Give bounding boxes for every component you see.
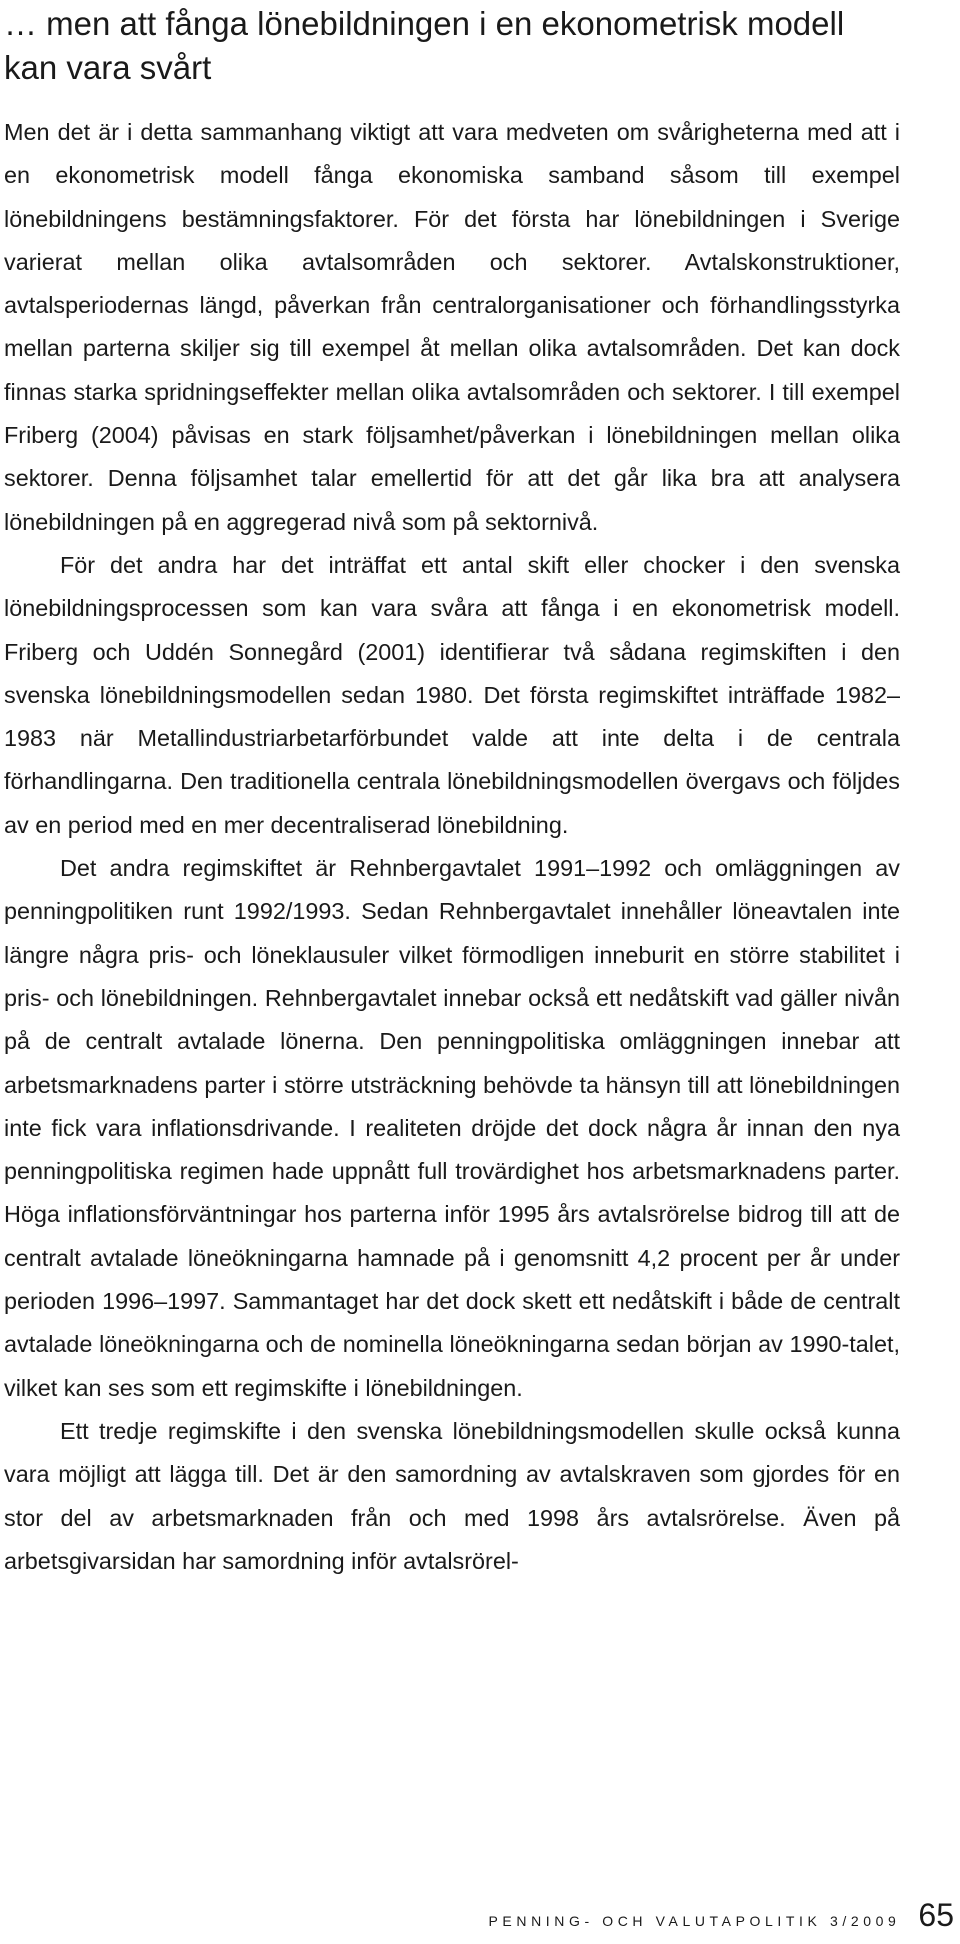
paragraph-1: Men det är i detta sammanhang viktigt att vara medveten om svårigheterna med att i en ekonometrisk modell fånga ekonomiska samband såsom till exempel lönebildningens bestämningsfaktorer. För det första har lönebildningen i Sverige varierat mellan olika avtalsområden och sektorer. Avtalskonstruktioner, avtalsperiodernas längd, påverkan från centralorganisationer och förhandlingsstyrka mellan parterna skiljer sig till exempel åt mellan olika avtalsområden. Det kan dock finnas starka spridningseffekter mellan olika avtalsområden och sektorer. I till exempel Friberg (2004) påvisas en stark följsamhet/påverkan i lönebildningen mellan olika sektorer. Denna följsamhet talar emellertid för att det går lika bra att analysera lönebildningen på en aggregerad nivå som på sektornivå. xyxy=(4,119,900,535)
page-number: 65 xyxy=(918,1897,954,1933)
paragraph-3: Det andra regimskiftet är Rehnbergavtalet 1991–1992 och omläggningen av penningpolitiken runt 1992/1993. Sedan Rehnbergavtalet innehåller löneavtalen inte längre några pris- och löneklausuler vilket förmodligen inneburit en större stabilitet i pris- och lönebildningen. Rehnbergavtalet innebar också ett nedåtskift vad gäller nivån på de centralt avtalade lönerna. Den penningpolitiska omläggningen innebar att arbetsmarknadens parter i större utsträckning behövde ta hänsyn till att lönebildningen inte fick vara inflationsdrivande. I realiteten dröjde det dock några år innan den nya penningpolitiska regimen hade uppnått full trovärdighet hos arbetsmarknadens parter. Höga inflationsförväntningar hos parterna inför 1995 års avtalsrörelse bidrog till att de centralt avtalade löneökningarna hamnade på i genomsnitt 4,2 procent per år under perioden 1996–1997. Sammantaget har det dock skett ett nedåtskift i både de centralt avtalade löneökningarna och de nominella löneökningarna sedan början av 1990-talet, vilket kan ses som ett regimskifte i lönebildningen. xyxy=(4,855,900,1401)
page-footer xyxy=(488,1897,954,1934)
body-text xyxy=(4,111,900,1583)
section-heading: … men att fånga lönebildningen i en ekonometrisk modell kan vara svårt xyxy=(4,5,845,86)
paragraph-4: Ett tredje regimskifte i den svenska lönebildningsmodellen skulle också kunna vara möjligt att lägga till. Det är den samordning av avtalskraven som gjordes för en stor del av arbetsmarknaden från och med 1998 års avtalsrörelse. Även på arbetsgivarsidan har samordning inför avtalsrörel- xyxy=(4,1417,900,1574)
paragraph-2: För det andra har det inträffat ett antal skift eller chocker i den svenska lönebildningsprocessen som kan vara svåra att fånga i en ekonometrisk modell. Friberg och Uddén Sonnegård (2001) identifierar två sådana regimskiften i den svenska lönebildningsmodellen sedan 1980. Det första regimskiftet inträffade 1982–1983 när Metallindustriarbetarförbundet valde att inte delta i de centrala förhandlingarna. Den traditionella centrala lönebildningsmodellen övergavs och följdes av en period med en mer decentraliserad lönebildning. xyxy=(4,551,900,838)
journal-name: PENNING- OCH VALUTAPOLITIK 3/2009 xyxy=(488,1913,901,1929)
